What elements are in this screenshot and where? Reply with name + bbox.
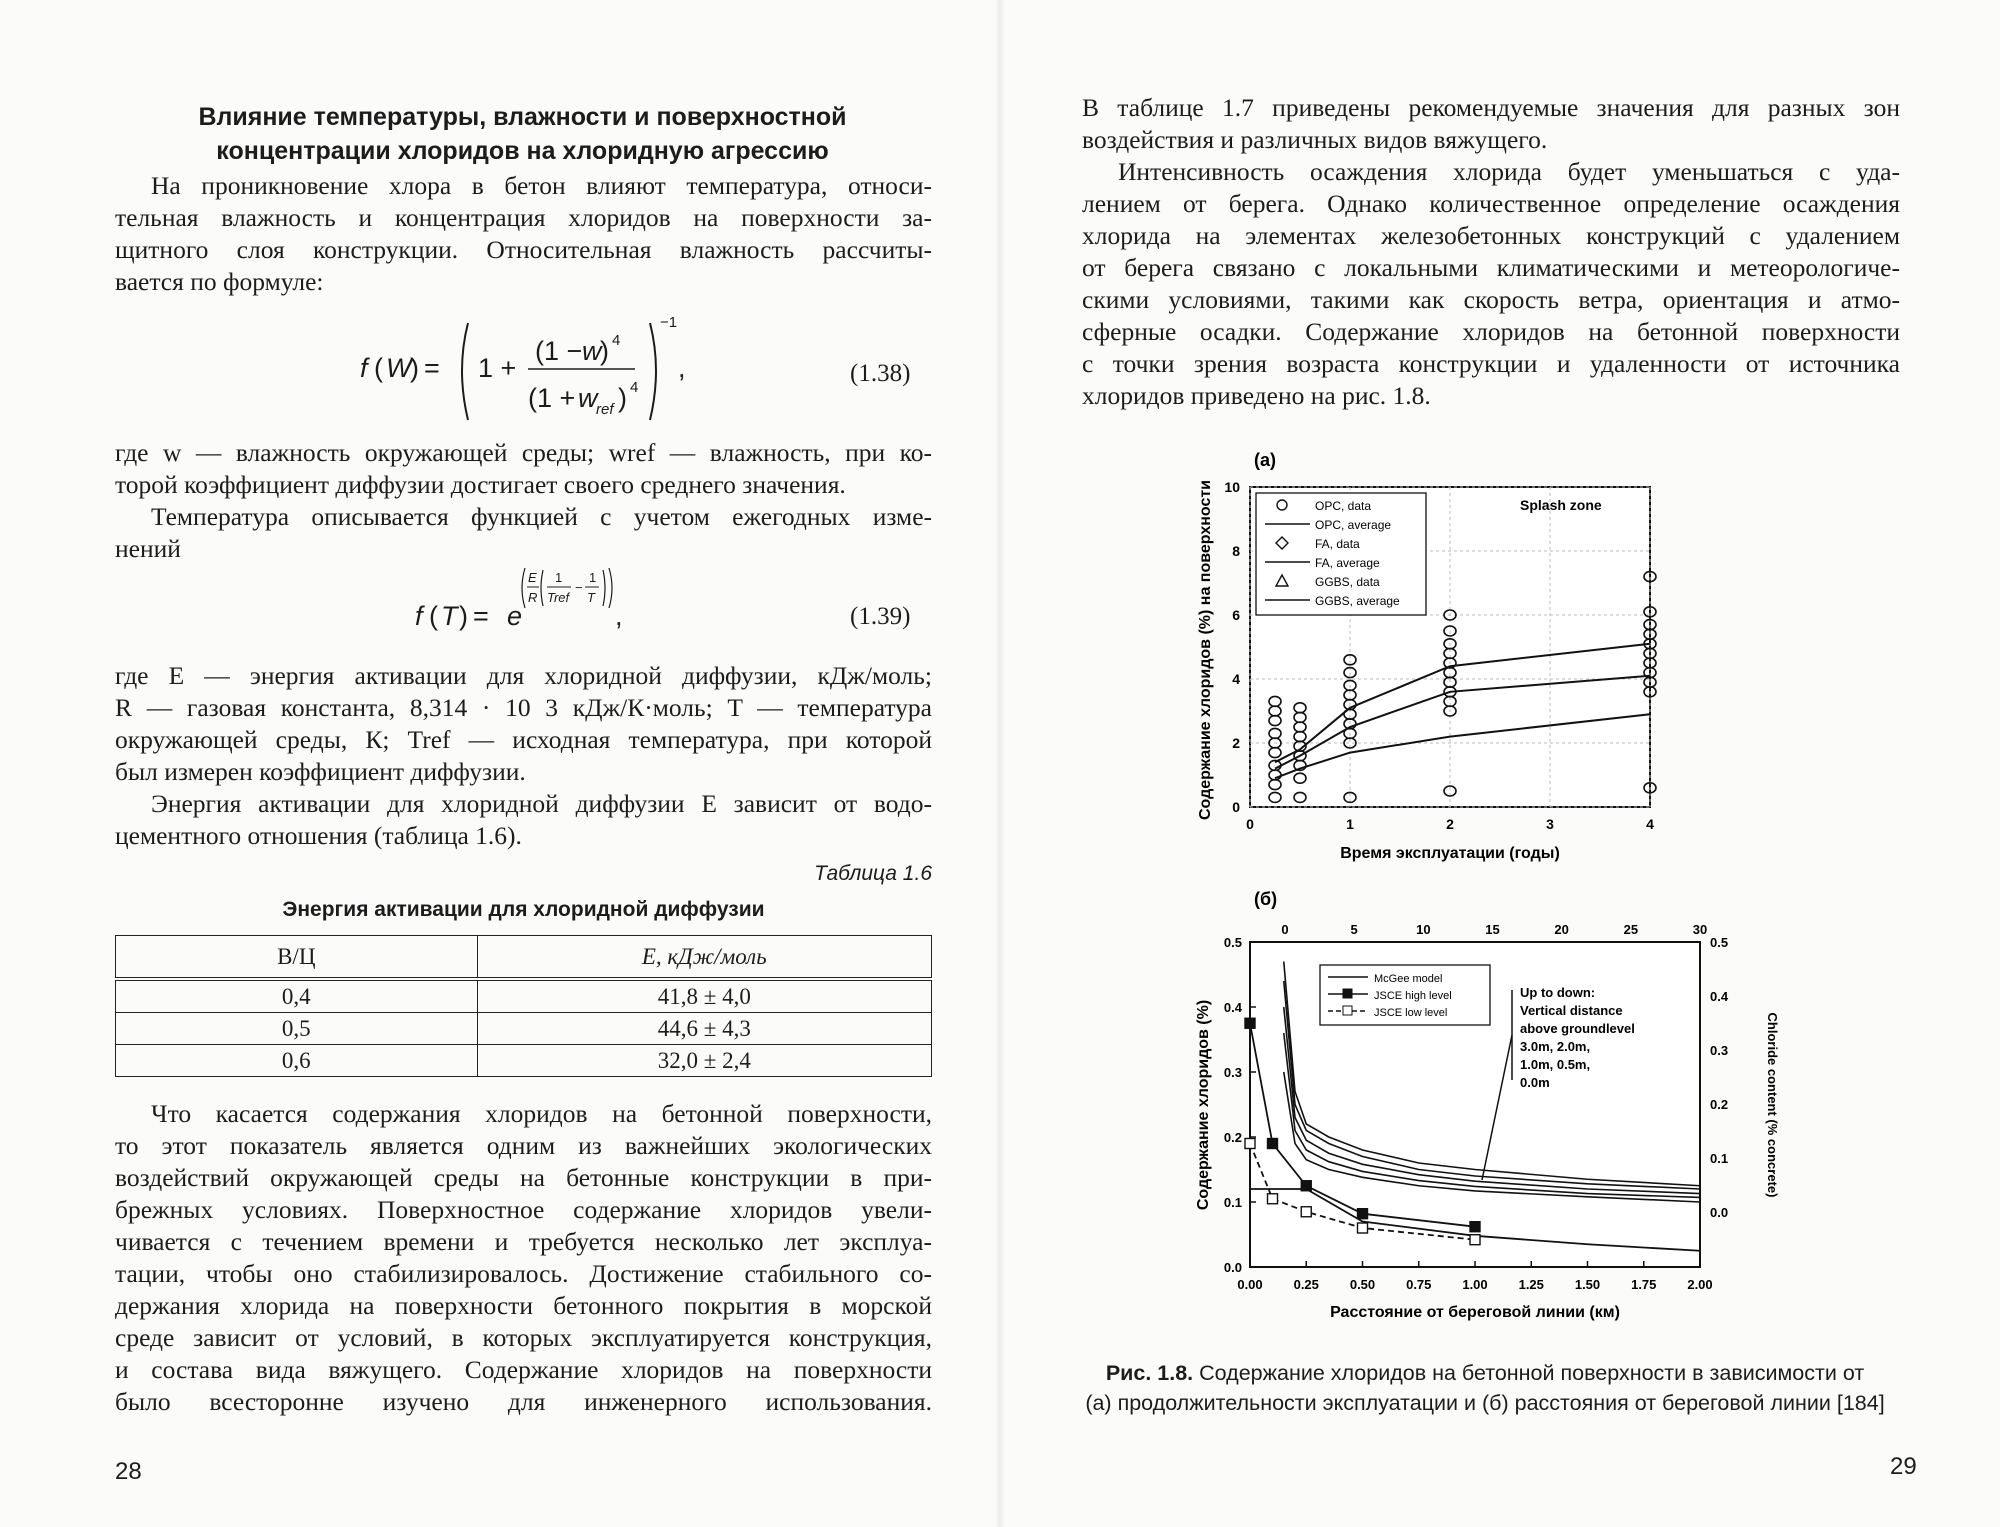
- chart-a-legend: [1256, 493, 1426, 615]
- chart-b-ylabel-right: Chloride content (% concrete): [1765, 1012, 1780, 1198]
- chart-b-xtick: 1.50: [1574, 1277, 1601, 1292]
- chart-b-xtick: 0.00: [1237, 1277, 1263, 1292]
- chart-b: [1190, 885, 1790, 1335]
- svg-text:(1 −: (1 −: [535, 336, 583, 366]
- svg-text:(1 +: (1 +: [528, 383, 576, 413]
- svg-text:,: ,: [678, 353, 686, 383]
- paragraph-4: где E — энергия активации для хлоридной диффузии, кДж/моль; R — газовая константа, 8,314 · 10 3 кДж/К·моль; T — температура окружающей среды, К; Tref — исходная температура, при которой был измерен коэффициент диффузии.: [115, 661, 932, 786]
- table-cell: 44,6 ± 4,3: [477, 1013, 931, 1045]
- chart-b-top-tick: 5: [1350, 922, 1358, 937]
- chart-a-ytick: 0: [1232, 799, 1240, 815]
- chart-a-ytick: 2: [1232, 735, 1240, 751]
- chart-b-ytick: 0.2: [1223, 1130, 1242, 1145]
- table-cell: 0,6: [116, 1045, 478, 1077]
- chart-a-annotation: Splash zone: [1520, 497, 1602, 513]
- annotation-text: 3.0m, 2.0m,: [1520, 1039, 1591, 1054]
- chart-b-right-tick: 0.0: [1710, 1205, 1729, 1220]
- chart-b-right-tick: 0.5: [1710, 935, 1729, 950]
- svg-text:1 +: 1 +: [478, 353, 517, 383]
- chart-b-top-tick: 30: [1692, 922, 1708, 937]
- svg-text:e: e: [507, 601, 523, 631]
- svg-text:4: 4: [630, 379, 639, 396]
- chart-b-xlabel: Расстояние от береговой линии (км): [1330, 1304, 1620, 1321]
- paragraph-6: Что касается содержания хлоридов на бетонной поверхности, то этот показатель является одним из важнейших экологических воздействий окружающей среды на бетонные конструкции в при- брежных условиях. Поверхностное содержание хлоридов увели- чивается с течением времени и требуется несколько лет эксплуа- тации, чтобы оно стабилизировалось. Достижение стабильного со- держания хлорида на поверхности бетонного покрытия в морской среде зависит от условий, в которых эксплуатируется конструкция, и состава вида вяжущего. Содержание хлоридов на поверхности было всесторонне изучено для инженерного использования.: [115, 1099, 932, 1416]
- right-paragraph-2: Интенсивность осаждения хлорида будет уменьшаться с уда- лением от берега. Однако количественное определение осаждения хлорида на элементах железобетонных конструкций с удалением от берега связано с локальными климатическими и метеорологиче- скими условиями, такими как скорость ветра, ориентация и атмо- сферные осадки. Содержание хлоридов на бетонной поверхности с точки зрения возраста конструкции и удаленности от источника хлоридов приведено на рис. 1.8.: [1082, 157, 1900, 410]
- svg-text:=: =: [473, 601, 489, 631]
- chart-b-ytick: 0.0: [1223, 1260, 1242, 1275]
- chart-b-ylabel: Содержание хлоридов (%): [1195, 999, 1212, 1211]
- table-row: [116, 979, 932, 1013]
- chart-b-xtick: 0.75: [1406, 1277, 1432, 1292]
- chart-a-ylabel: Содержание хлоридов (%) на поверхности: [1197, 479, 1214, 821]
- svg-text:f: f: [360, 353, 368, 383]
- svg-text:W: W: [386, 353, 412, 383]
- page-number-left: 28: [115, 1458, 142, 1485]
- formula-1-38: [360, 305, 700, 435]
- paragraph-2: где w — влажность окружающей среды; wref — влажность, при ко- торой коэффициент диффузии достигает своего среднего значения.: [115, 438, 932, 499]
- chart-b-ytick: 0.5: [1223, 935, 1242, 950]
- chart-b-top-tick: 10: [1416, 922, 1431, 937]
- chart-a-xtick: 2: [1446, 816, 1454, 832]
- caption-line-1: Содержание хлоридов на бетонной поверхности в зависимости от: [1199, 1361, 1865, 1385]
- chart-b-xtick: 0.50: [1349, 1277, 1376, 1292]
- chart-a-xtick: 4: [1646, 816, 1654, 832]
- table-cell: 32,0 ± 2,4: [477, 1045, 931, 1077]
- legend-label: OPC, average: [1315, 518, 1392, 532]
- chart-b-legend: [1320, 965, 1490, 1025]
- caption-line-2: (а) продолжительности эксплуатации и (б) расстояния от береговой линии [184]: [1085, 1391, 1885, 1415]
- svg-text:ref: ref: [596, 401, 614, 418]
- chart-b-marker: [1301, 1181, 1311, 1191]
- svg-text:f: f: [415, 601, 423, 631]
- table-label: Таблица 1.6: [814, 862, 932, 885]
- chart-a-xtick: 0: [1246, 816, 1254, 832]
- chart-b-ytick: 0.3: [1223, 1065, 1242, 1080]
- chart-b-xtick: 0.25: [1293, 1277, 1319, 1292]
- heading-line-1: Влияние температуры, влажности и поверхностной: [198, 103, 847, 131]
- table-row: [116, 1013, 932, 1045]
- chart-b-marker: [1245, 1139, 1255, 1149]
- legend-marker-square: [1343, 1006, 1352, 1015]
- table-1-6: [115, 935, 932, 1077]
- chart-a: [1190, 440, 1730, 880]
- chart-a-ytick: 6: [1232, 607, 1240, 623]
- table-cell: 0,4: [116, 979, 478, 1013]
- svg-text:−: −: [575, 580, 583, 595]
- chart-a-panel-label: (а): [1254, 450, 1276, 470]
- svg-text:4: 4: [612, 332, 621, 349]
- legend-label: FA, data: [1315, 537, 1360, 551]
- chart-b-marker: [1268, 1194, 1278, 1204]
- page-number-right: 29: [1890, 1453, 1917, 1480]
- chart-b-marker: [1301, 1207, 1311, 1217]
- svg-text:): ): [410, 353, 419, 383]
- chart-a-ytick: 8: [1232, 543, 1240, 559]
- annotation-text: above groundlevel: [1520, 1021, 1635, 1036]
- chart-b-top-tick: 20: [1554, 922, 1569, 937]
- table-header-cell: E, кДж/моль: [477, 936, 931, 980]
- table-header-row: [116, 936, 932, 980]
- chart-b-right-tick: 0.2: [1710, 1097, 1729, 1112]
- chart-b-xtick: 1.75: [1631, 1277, 1657, 1292]
- svg-text:): ): [459, 601, 468, 631]
- annotation-text: Up to down:: [1520, 985, 1596, 1000]
- table-cell: 41,8 ± 4,0: [477, 979, 931, 1013]
- paragraph-1: На проникновение хлора в бетон влияют температура, относи- тельная влажность и концентрация хлоридов на поверхности за- щитного слоя конструкции. Относительная влажность рассчиты- вается по формуле:: [115, 171, 932, 296]
- chart-a-xlabel: Время эксплуатации (годы): [1340, 845, 1560, 862]
- svg-text:R: R: [528, 590, 538, 605]
- annotation-text: Vertical distance: [1520, 1003, 1623, 1018]
- chart-b-xtick: 2.00: [1687, 1277, 1713, 1292]
- chart-b-xtick: 1.00: [1462, 1277, 1488, 1292]
- chart-b-top-tick: 0: [1281, 922, 1289, 937]
- svg-text:1: 1: [555, 570, 563, 585]
- chart-b-marker: [1358, 1209, 1368, 1219]
- right-paragraph-1: В таблице 1.7 приведены рекомендуемые значения для разных зон воздействия и различных видов вяжущего.: [1082, 93, 1900, 154]
- chart-a-ytick: 4: [1232, 671, 1240, 687]
- svg-text:=: =: [424, 353, 440, 383]
- caption-label: Рис. 1.8.: [1105, 1361, 1194, 1385]
- svg-text:): ): [618, 383, 627, 413]
- svg-text:w: w: [582, 336, 602, 366]
- svg-text:): ): [600, 336, 609, 366]
- chart-b-right-tick: 0.4: [1710, 989, 1729, 1004]
- legend-label: JSCE high level: [1374, 990, 1452, 1002]
- formula-1-39: [415, 560, 635, 640]
- chart-b-marker: [1245, 1018, 1255, 1028]
- figure-caption: [1045, 1358, 1925, 1418]
- legend-marker-square: [1343, 989, 1352, 998]
- svg-text:1: 1: [589, 570, 597, 585]
- chart-b-marker: [1358, 1223, 1368, 1233]
- svg-text:−1: −1: [660, 314, 678, 331]
- chart-b-marker: [1268, 1139, 1278, 1149]
- section-heading: [115, 100, 930, 168]
- legend-label: GGBS, data: [1315, 575, 1380, 589]
- svg-text:E: E: [528, 570, 537, 585]
- chart-b-right-tick: 0.3: [1710, 1043, 1729, 1058]
- chart-b-ytick: 0.1: [1223, 1195, 1242, 1210]
- svg-text:,: ,: [615, 601, 623, 631]
- chart-a-xtick: 1: [1346, 816, 1354, 832]
- chart-b-panel-label: (б): [1254, 889, 1278, 909]
- legend-label: JSCE low level: [1374, 1007, 1448, 1019]
- chart-a-xtick: 3: [1546, 816, 1554, 832]
- chart-b-marker: [1470, 1222, 1480, 1232]
- svg-text:w: w: [578, 383, 598, 413]
- chart-b-marker: [1470, 1235, 1480, 1245]
- legend-label: GGBS, average: [1315, 594, 1400, 608]
- table-header-cell: В/Ц: [116, 936, 478, 980]
- svg-text:T: T: [587, 590, 595, 605]
- table-row: [116, 1045, 932, 1077]
- chart-b-top-tick: 15: [1485, 922, 1500, 937]
- chart-b-right-tick: 0.1: [1710, 1151, 1729, 1166]
- svg-text:T: T: [441, 601, 458, 631]
- equation-number-1-39: (1.39): [850, 603, 911, 630]
- paragraph-3: Температура описывается функцией с учетом ежегодных измe- нений: [115, 502, 932, 563]
- chart-b-ytick: 0.4: [1223, 1000, 1242, 1015]
- table-title: Энергия активации для хлоридной диффузии: [282, 898, 765, 921]
- legend-label: OPC, data: [1315, 499, 1372, 513]
- chart-b-xtick: 1.25: [1518, 1277, 1544, 1292]
- equation-number-1-38: (1.38): [850, 360, 911, 387]
- table-cell: 0,5: [116, 1013, 478, 1045]
- chart-b-top-tick: 25: [1623, 922, 1639, 937]
- paragraph-5: Энергия активации для хлоридной диффузии E зависит от водо- цементного отношения (таблица 1.6).: [115, 789, 932, 850]
- svg-text:(: (: [429, 601, 438, 631]
- legend-label: McGee model: [1374, 973, 1443, 985]
- annotation-text: 0.0m: [1520, 1075, 1550, 1090]
- svg-text:Tref: Tref: [547, 590, 570, 605]
- legend-label: FA, average: [1315, 556, 1380, 570]
- chart-a-ytick: 10: [1224, 479, 1240, 495]
- heading-line-2: концентрации хлоридов на хлоридную агрессию: [216, 137, 829, 165]
- svg-text:(: (: [374, 353, 383, 383]
- annotation-text: 1.0m, 0.5m,: [1520, 1057, 1591, 1072]
